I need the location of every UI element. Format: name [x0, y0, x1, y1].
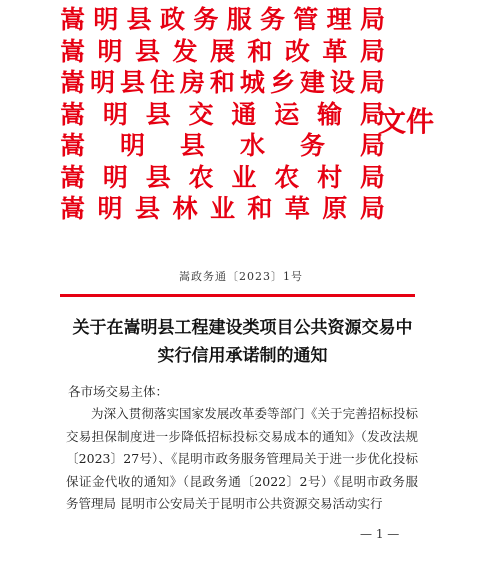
issuer-char: 明 [93, 5, 119, 34]
issuer-char: 局 [359, 36, 385, 66]
issuer-char: 设 [329, 68, 355, 97]
issuer-char: 城 [239, 68, 265, 97]
issuer-char: 和 [247, 194, 273, 223]
issuer-char: 嵩 [60, 36, 86, 66]
issuer-char: 建 [299, 68, 325, 97]
title-line-2: 实行信用承诺制的通知 [157, 346, 328, 366]
issuer-char: 革 [322, 36, 348, 66]
issuer-line [60, 67, 385, 99]
issuer-list [60, 4, 385, 225]
issuer-char: 县 [134, 194, 160, 223]
issuer-line [60, 130, 385, 162]
issuer-char: 林 [172, 194, 198, 223]
issuer-char: 务 [193, 5, 219, 34]
issuer-char: 嵩 [60, 68, 86, 97]
issuer-char: 改 [284, 36, 310, 66]
issuer-char: 服 [226, 5, 252, 34]
issuer-char: 明 [119, 131, 145, 160]
issuer-char: 嵩 [60, 194, 86, 223]
body-paragraph: 为深入贯彻落实国家发展改革委等部门《关于完善招标投标交易担保制度进一步降低招标投标交易成本的通知》（发改法规〔2023〕27号）、《昆明市政务服务管理局关于进一步优化投标保证金代收的通知》（昆政务通〔2022〕2号）《昆明市政务服务管理局 昆明市公安局关于昆明市公共资源交易活动实行 [66, 406, 418, 511]
issuer-char: 局 [359, 5, 385, 34]
issuer-char: 发 [172, 36, 198, 66]
issuer-char: 明 [102, 162, 128, 192]
issuer-char: 务 [259, 5, 285, 34]
issuer-char: 县 [134, 36, 160, 66]
issuer-char: 村 [317, 162, 343, 192]
document-type-label: 文件 [378, 105, 435, 138]
issuer-char: 住 [149, 68, 175, 97]
issuer-char: 嵩 [60, 162, 86, 192]
issuer-char: 原 [322, 194, 348, 223]
issuer-char: 县 [119, 68, 145, 97]
issuer-char: 县 [145, 162, 171, 192]
issuer-char: 水 [239, 131, 265, 160]
document-title [40, 314, 445, 370]
issuer-char: 明 [102, 99, 128, 129]
issuer-line [60, 99, 385, 131]
issuer-char: 局 [359, 99, 385, 129]
issuer-char: 务 [299, 131, 325, 160]
issuer-char: 乡 [269, 68, 295, 97]
issuer-char: 和 [209, 68, 235, 97]
issuer-char: 通 [231, 99, 257, 129]
issuer-char: 嵩 [60, 5, 86, 34]
issuer-char: 运 [274, 99, 300, 129]
page-number: — 1 — [360, 527, 400, 541]
issuer-line [60, 193, 385, 225]
issuer-char: 业 [209, 194, 235, 223]
issuer-char: 局 [359, 131, 385, 160]
issuer-char: 县 [126, 5, 152, 34]
issuer-char: 明 [97, 36, 123, 66]
issuer-char: 局 [359, 194, 385, 223]
issuer-char: 嵩 [60, 99, 86, 129]
issuer-char: 县 [179, 131, 205, 160]
issuer-char: 政 [159, 5, 185, 34]
issuer-char: 嵩 [60, 131, 86, 160]
red-divider-line [60, 294, 415, 297]
issuer-line [60, 162, 385, 194]
issuer-char: 输 [317, 99, 343, 129]
issuer-line [60, 36, 385, 68]
issuer-char: 展 [209, 36, 235, 66]
issuer-char: 业 [231, 162, 257, 192]
issuer-char: 农 [274, 162, 300, 192]
issuer-line [60, 4, 385, 36]
issuer-char: 明 [97, 194, 123, 223]
document-number: 嵩政务通〔2023〕1号 [179, 270, 303, 283]
issuer-char: 管 [293, 5, 319, 34]
issuer-char: 局 [359, 68, 385, 97]
issuer-char: 局 [359, 162, 385, 192]
issuer-char: 明 [89, 68, 115, 97]
issuer-char: 农 [188, 162, 214, 192]
issuer-char: 县 [145, 99, 171, 129]
addressee: 各市场交易主体： [68, 384, 169, 399]
issuer-char: 房 [179, 68, 205, 97]
issuer-char: 草 [284, 194, 310, 223]
title-line-1: 关于在嵩明县工程建设类项目公共资源交易中 [72, 318, 413, 338]
issuer-char: 理 [326, 5, 352, 34]
issuer-char: 和 [247, 36, 273, 66]
issuer-char: 交 [188, 99, 214, 129]
